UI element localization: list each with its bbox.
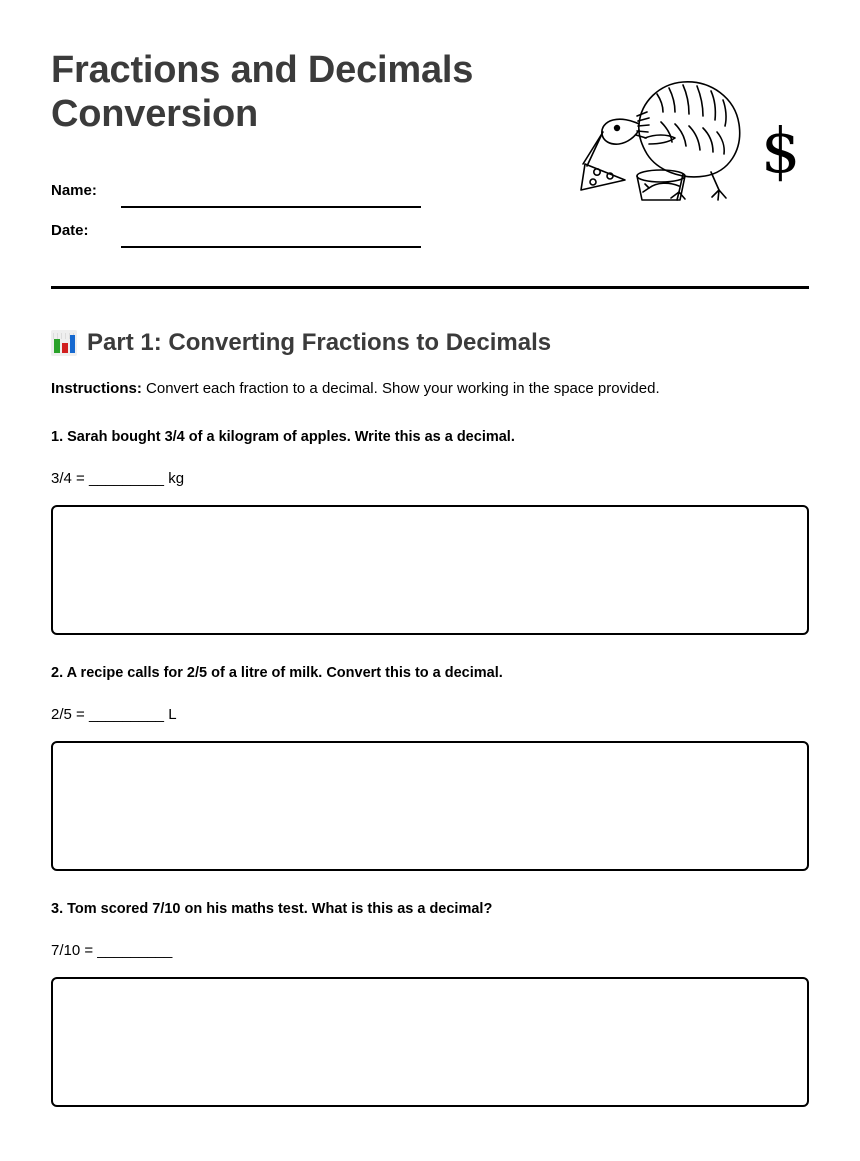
question-2-prompt: 2. A recipe calls for 2/5 of a litre of milk. Convert this to a decimal. — [51, 665, 503, 681]
page-title: Fractions and Decimals Conversion — [51, 49, 474, 135]
instructions-text: Convert each fraction to a decimal. Show your working in the space provided. — [146, 380, 660, 397]
question-1-working-box[interactable] — [51, 505, 809, 635]
worksheet-header — [51, 0, 809, 286]
question-2 — [51, 663, 809, 871]
kiwi-bird-illustration — [579, 62, 809, 212]
dollar-sign-icon: $ — [761, 114, 801, 187]
question-1-prompt: 1. Sarah bought 3/4 of a kilogram of apples. Write this as a decimal. — [51, 429, 515, 445]
instructions-label: Instructions: — [51, 380, 142, 397]
section-heading — [51, 329, 809, 357]
date-field-row — [51, 208, 809, 248]
instructions — [51, 379, 809, 399]
question-3-prompt: 3. Tom scored 7/10 on his maths test. What is this as a decimal? — [51, 901, 493, 917]
question-3-answer-line[interactable]: 7/10 = _________ — [51, 942, 173, 959]
question-1 — [51, 427, 809, 635]
question-3-working-box[interactable] — [51, 977, 809, 1107]
section-title: Part 1: Converting Fractions to Decimals — [87, 329, 552, 356]
kiwi-bird-icon — [579, 72, 759, 202]
question-2-working-box[interactable] — [51, 741, 809, 871]
question-1-answer-line[interactable]: 3/4 = _________ kg — [51, 470, 185, 487]
bar-chart-bar-blue — [70, 335, 75, 353]
bar-chart-icon — [51, 330, 77, 356]
bar-chart-bar-red — [62, 343, 68, 353]
question-3 — [51, 899, 809, 1107]
bar-chart-bar-green — [54, 339, 60, 353]
question-2-answer-line[interactable]: 2/5 = _________ L — [51, 706, 177, 723]
date-input-line[interactable] — [121, 220, 421, 248]
name-label: Name: — [51, 182, 97, 199]
name-input-line[interactable] — [121, 180, 421, 208]
date-label: Date: — [51, 222, 89, 239]
header-divider — [51, 286, 809, 289]
